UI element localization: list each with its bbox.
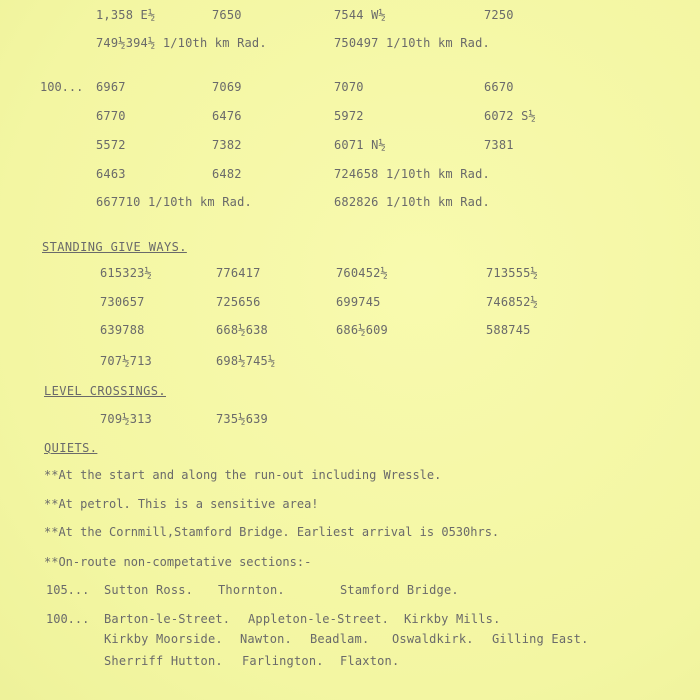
- grid-row: [0, 295, 700, 311]
- grid-cell: 7069: [212, 80, 242, 94]
- grid-cell: 776417: [216, 266, 261, 280]
- grid-row: [0, 36, 700, 52]
- quiet-note: **On-route non-competative sections:-: [44, 555, 312, 569]
- route-row: [0, 612, 700, 628]
- place-name: Sherriff Hutton.: [104, 654, 223, 668]
- quiet-note: **At petrol. This is a sensitive area!: [44, 497, 319, 511]
- section-prefix: 100...: [40, 80, 84, 94]
- grid-cell: 6463: [96, 167, 126, 181]
- grid-cell: 639788: [100, 323, 145, 337]
- place-name: Appleton-le-Street.: [248, 612, 390, 626]
- grid-cell: 668½638: [216, 323, 268, 337]
- grid-cell: 6670: [484, 80, 514, 94]
- grid-cell: 707½713: [100, 354, 152, 368]
- grid-row: [0, 109, 700, 125]
- grid-cell: 6072 S½: [484, 109, 536, 123]
- grid-cell: 713555½: [486, 266, 538, 280]
- place-name: Gilling East.: [492, 632, 589, 646]
- place-name: Kirkby Mills.: [404, 612, 501, 626]
- place-name: Kirkby Moorside.: [104, 632, 223, 646]
- grid-cell: 615323½: [100, 266, 152, 280]
- grid-cell: 588745: [486, 323, 531, 337]
- grid-cell: 6482: [212, 167, 242, 181]
- place-name: Barton-le-Street.: [104, 612, 231, 626]
- place-name: Beadlam.: [310, 632, 370, 646]
- place-name: Stamford Bridge.: [340, 583, 459, 597]
- grid-cell: 699745: [336, 295, 381, 309]
- quiet-note: **At the start and along the run-out including Wressle.: [44, 468, 442, 482]
- place-name: Flaxton.: [340, 654, 400, 668]
- grid-row: [0, 195, 700, 211]
- place-name: Oswaldkirk.: [392, 632, 474, 646]
- route-row: [0, 583, 700, 599]
- route-prefix: 105...: [46, 583, 90, 597]
- grid-row: [0, 412, 700, 428]
- place-name: Thornton.: [218, 583, 285, 597]
- grid-cell: 7250: [484, 8, 514, 22]
- grid-cell: 7381: [484, 138, 514, 152]
- grid-row: [0, 8, 700, 24]
- grid-cell: 709½313: [100, 412, 152, 426]
- grid-cell: 6476: [212, 109, 242, 123]
- grid-cell: 749½394½ 1/10th km Rad.: [96, 36, 267, 50]
- section-heading-level-crossings: LEVEL CROSSINGS.: [44, 384, 166, 398]
- grid-cell: 686½609: [336, 323, 388, 337]
- place-name: Nawton.: [240, 632, 292, 646]
- grid-cell: 7070: [334, 80, 364, 94]
- grid-cell: 725656: [216, 295, 261, 309]
- section-heading-standing-give-ways: STANDING GIVE WAYS.: [42, 240, 187, 254]
- grid-cell: 760452½: [336, 266, 388, 280]
- grid-row: [0, 167, 700, 183]
- grid-cell: 7650: [212, 8, 242, 22]
- grid-cell: 698½745½: [216, 354, 276, 368]
- grid-row: [0, 266, 700, 282]
- route-prefix: 100...: [46, 612, 90, 626]
- grid-cell: 7382: [212, 138, 242, 152]
- grid-cell: 1,358 E½: [96, 8, 156, 22]
- grid-cell: 7544 W½: [334, 8, 386, 22]
- grid-cell: 6071 N½: [334, 138, 386, 152]
- grid-cell: 6967: [96, 80, 126, 94]
- section-heading-quiets: QUIETS.: [44, 441, 98, 455]
- grid-row: [0, 138, 700, 154]
- grid-cell: 724658 1/10th km Rad.: [334, 167, 490, 181]
- grid-cell: 746852½: [486, 295, 538, 309]
- grid-row: [0, 323, 700, 339]
- grid-cell: 750497 1/10th km Rad.: [334, 36, 490, 50]
- grid-cell: 682826 1/10th km Rad.: [334, 195, 490, 209]
- grid-cell: 5972: [334, 109, 364, 123]
- grid-cell: 667710 1/10th km Rad.: [96, 195, 252, 209]
- grid-row: [0, 80, 700, 96]
- place-name: Farlington.: [242, 654, 324, 668]
- route-row: [0, 632, 700, 648]
- grid-cell: 730657: [100, 295, 145, 309]
- grid-row: [0, 354, 700, 370]
- grid-cell: 5572: [96, 138, 126, 152]
- grid-cell: 6770: [96, 109, 126, 123]
- quiet-note: **At the Cornmill,Stamford Bridge. Earliest arrival is 0530hrs.: [44, 525, 500, 539]
- route-row: [0, 654, 700, 670]
- grid-cell: 735½639: [216, 412, 268, 426]
- place-name: Sutton Ross.: [104, 583, 194, 597]
